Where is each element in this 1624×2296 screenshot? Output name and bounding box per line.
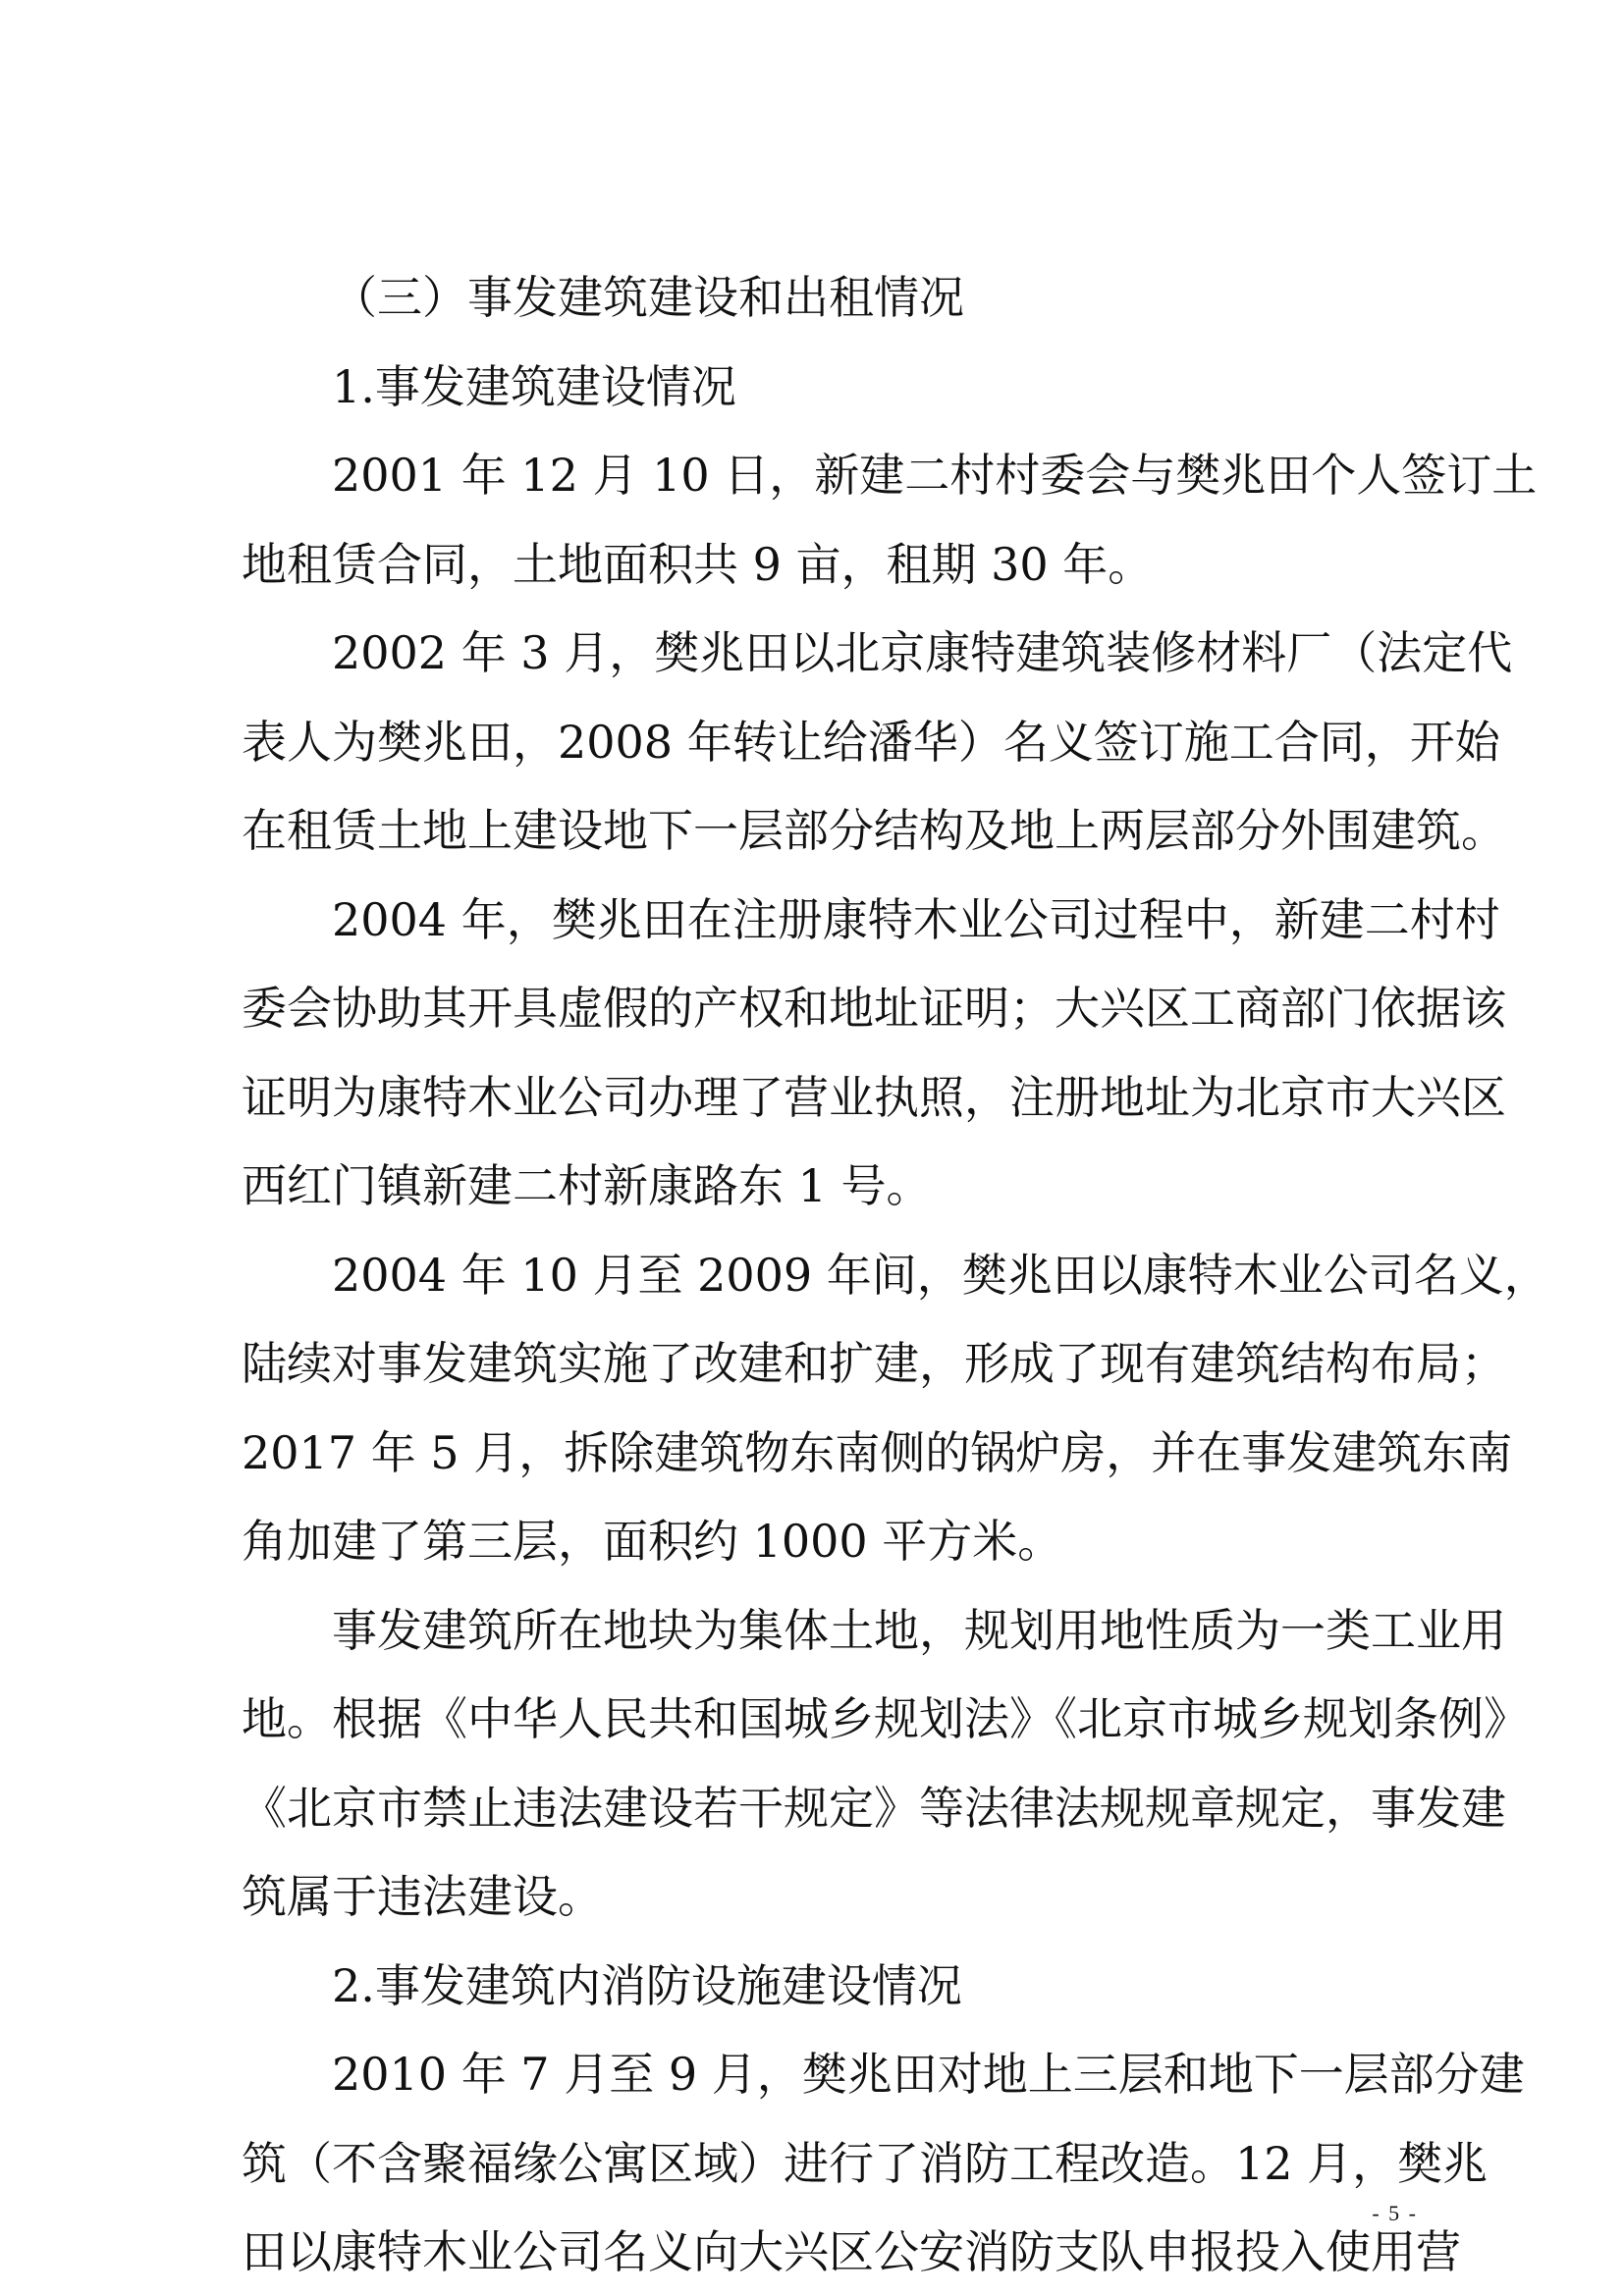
page-number: - 5 -: [1372, 2201, 1418, 2225]
final-text-line: 田以康特木业公司名义向大兴区公安消防支队申报投入使用营: [242, 2225, 1461, 2278]
text-line: 委会协助其开具虚假的产权和地址证明；大兴区工商部门依据该: [242, 982, 1506, 1035]
text-line: 筑属于违法建设。: [242, 1870, 603, 1923]
text-line: 2004 年，樊兆田在注册康特木业公司过程中，新建二村村: [332, 892, 1500, 946]
text-line: 2004 年 10 月至 2009 年间，樊兆田以康特木业公司名义，: [332, 1248, 1549, 1302]
text-line: 《北京市禁止违法建设若干规定》等法律法规规章规定，事发建: [242, 1781, 1506, 1835]
text-line: 地。根据《中华人民共和国城乡规划法》《北京市城乡规划条例》: [242, 1692, 1529, 1745]
text-line: 2010 年 7 月至 9 月，樊兆田对地上三层和地下一层部分建: [332, 2048, 1525, 2101]
text-line: 2002 年 3 月，樊兆田以北京康特建筑装修材料厂（法定代: [332, 626, 1513, 679]
text-line: 证明为康特木业公司办理了营业执照，注册地址为北京市大兴区: [242, 1070, 1506, 1124]
text-line: 西红门镇新建二村新康路东 1 号。: [242, 1159, 932, 1212]
text-line: 2017 年 5 月，拆除建筑物东南侧的锅炉房，并在事发建筑东南: [242, 1425, 1513, 1479]
text-line: 角加建了第三层，面积约 1000 平方米。: [242, 1515, 1063, 1568]
text-line: 2001 年 12 月 10 日，新建二村村委会与樊兆田个人签订土: [332, 449, 1538, 502]
subsection-heading: 2.事发建筑内消防设施建设情况: [332, 1958, 962, 2012]
text-line: 地租赁合同，土地面积共 9 亩，租期 30 年。: [242, 537, 1154, 591]
text-line: 筑（不含聚福缘公寓区域）进行了消防工程改造。12 月，樊兆: [242, 2136, 1489, 2190]
text-line: 事发建筑所在地块为集体土地，规划用地性质为一类工业用: [332, 1603, 1506, 1657]
text-line: 在租赁土地上建设地下一层部分结构及地上两层部分外围建筑。: [242, 804, 1506, 857]
text-line: 陆续对事发建筑实施了改建和扩建，形成了现有建筑结构布局；: [242, 1337, 1506, 1390]
section-heading: （三）事发建筑建设和出租情况: [332, 271, 964, 324]
subsection-heading: 1.事发建筑建设情况: [332, 359, 736, 413]
text-line: 表人为樊兆田，2008 年转让给潘华）名义签订施工合同，开始: [242, 715, 1500, 769]
